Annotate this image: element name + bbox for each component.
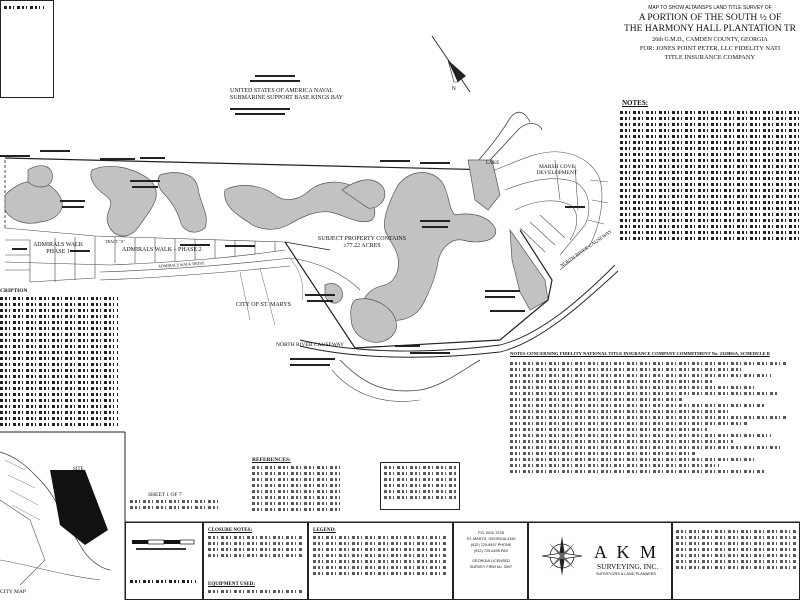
compass-rose-icon	[540, 534, 584, 578]
legal-description	[0, 297, 118, 429]
company-line2: SURVEYING, INC.	[597, 562, 659, 571]
company-line3: SURVEYORS & LAND PLANNERS	[596, 572, 657, 576]
closure-cell	[203, 522, 308, 600]
marsh-cove-line2: DEVELOPMENT	[536, 169, 578, 176]
legend-heading: LEGEND:	[313, 528, 336, 533]
north-arrow-icon	[432, 36, 470, 92]
fidelity-notes-heading: NOTES CONCERNING FIDELITY NATIONAL TITLE INSURANCE COMPANY COMMITMENT No. 2320RSA, SCHEDULE B	[510, 352, 770, 356]
navy-label	[230, 88, 344, 101]
notes-body	[620, 111, 800, 243]
svg-text:N: N	[452, 86, 456, 92]
contact-line-5: GEORGIA LICENSED	[472, 559, 510, 563]
admirals-walk-phase1-line1: ADMIRALS WALK	[32, 242, 84, 248]
marsh-cove-label	[532, 165, 582, 176]
subject-property-acres: ±77.22 ACRES	[343, 243, 381, 249]
title-small-header: MAP TO SHOW ALTA/NSPS LAND TITLE SURVEY OF	[648, 5, 772, 11]
title-line-2: THE HARMONY HALL PLANTATION TR	[624, 23, 796, 34]
causeway-south-label: NORTH RIVER CAUSEWAY	[276, 342, 344, 348]
admirals-walk-phase1-label	[28, 242, 88, 255]
fidelity-notes-body	[510, 362, 800, 476]
admirals-walk-phase2-label: ADMIRALS WALK – PHASE 2	[122, 247, 202, 253]
certification-body	[676, 530, 796, 572]
contact-block	[455, 530, 527, 570]
lake-label: LAKE	[486, 161, 500, 166]
contact-line-2: ST. MARYS, GEORGIA 3155	[466, 537, 516, 541]
site-label: SITE	[73, 467, 84, 472]
contact-line-4: (912) 729-6495 FAX	[473, 549, 509, 553]
company-name: A K M	[594, 542, 660, 562]
equipment-heading: EQUIPMENT USED:	[208, 582, 255, 587]
description-heading: CRIPTION	[0, 288, 28, 294]
vicinity-map-title: CITY MAP	[0, 589, 26, 595]
title-line-4: FOR: JONES POINT PETER, LLC FIDELITY NATI	[639, 45, 781, 52]
sheet-lines	[130, 500, 220, 512]
closure-heading: CLOSURE NOTES:	[208, 528, 253, 533]
legend-body	[313, 536, 448, 578]
admirals-walk-drive-label: ADMIRALS WALK DRIVE	[157, 260, 205, 269]
notes-heading: NOTES:	[622, 99, 649, 107]
title-line-5: TITLE INSURANCE COMPANY	[664, 53, 756, 61]
contact-line-6: SURVEY FIRM No. 3097	[469, 565, 513, 569]
vicinity-map	[0, 452, 110, 585]
city-label: CITY OF ST. MARYS	[236, 302, 292, 308]
causeway-east-label: NORTH RIVER CAUSEWAY	[560, 229, 614, 270]
navy-label-line2: SUBMARINE SUPPORT BASE KINGS BAY	[230, 95, 344, 101]
equipment-body	[208, 590, 303, 596]
closure-body	[208, 536, 303, 560]
references-heading: REFERENCES:	[252, 457, 291, 463]
contact-line-3: (912) 729-6497 PHONE	[470, 543, 512, 547]
title-line-3: 26th G.M.D., CAMDEN COUNTY, GEORGIA	[652, 37, 768, 43]
scale-notes	[130, 580, 196, 586]
admirals-walk-lots	[5, 228, 360, 290]
subject-property-label	[312, 236, 412, 249]
subject-property-line1: SUBJECT PROPERTY CONTAINS	[317, 236, 407, 242]
scale-bar-icon	[130, 534, 198, 554]
curve-table-rows	[384, 466, 456, 502]
title-line-1: A PORTION OF THE SOUTH ½ OF	[638, 13, 782, 23]
marsh-cove-line1: MARSH COVE	[539, 164, 575, 170]
tract-label: TRACT "A"	[105, 239, 126, 244]
references-body	[252, 466, 342, 514]
admirals-walk-phase1-line2: PHASE 1	[46, 249, 70, 255]
navy-label-line1: UNITED STATES OF AMERICA NAVAL	[230, 88, 334, 94]
contact-line-1: P.O. BOX 3708	[478, 531, 504, 535]
sheet-number: SHEET 1 OF 7	[148, 492, 182, 498]
